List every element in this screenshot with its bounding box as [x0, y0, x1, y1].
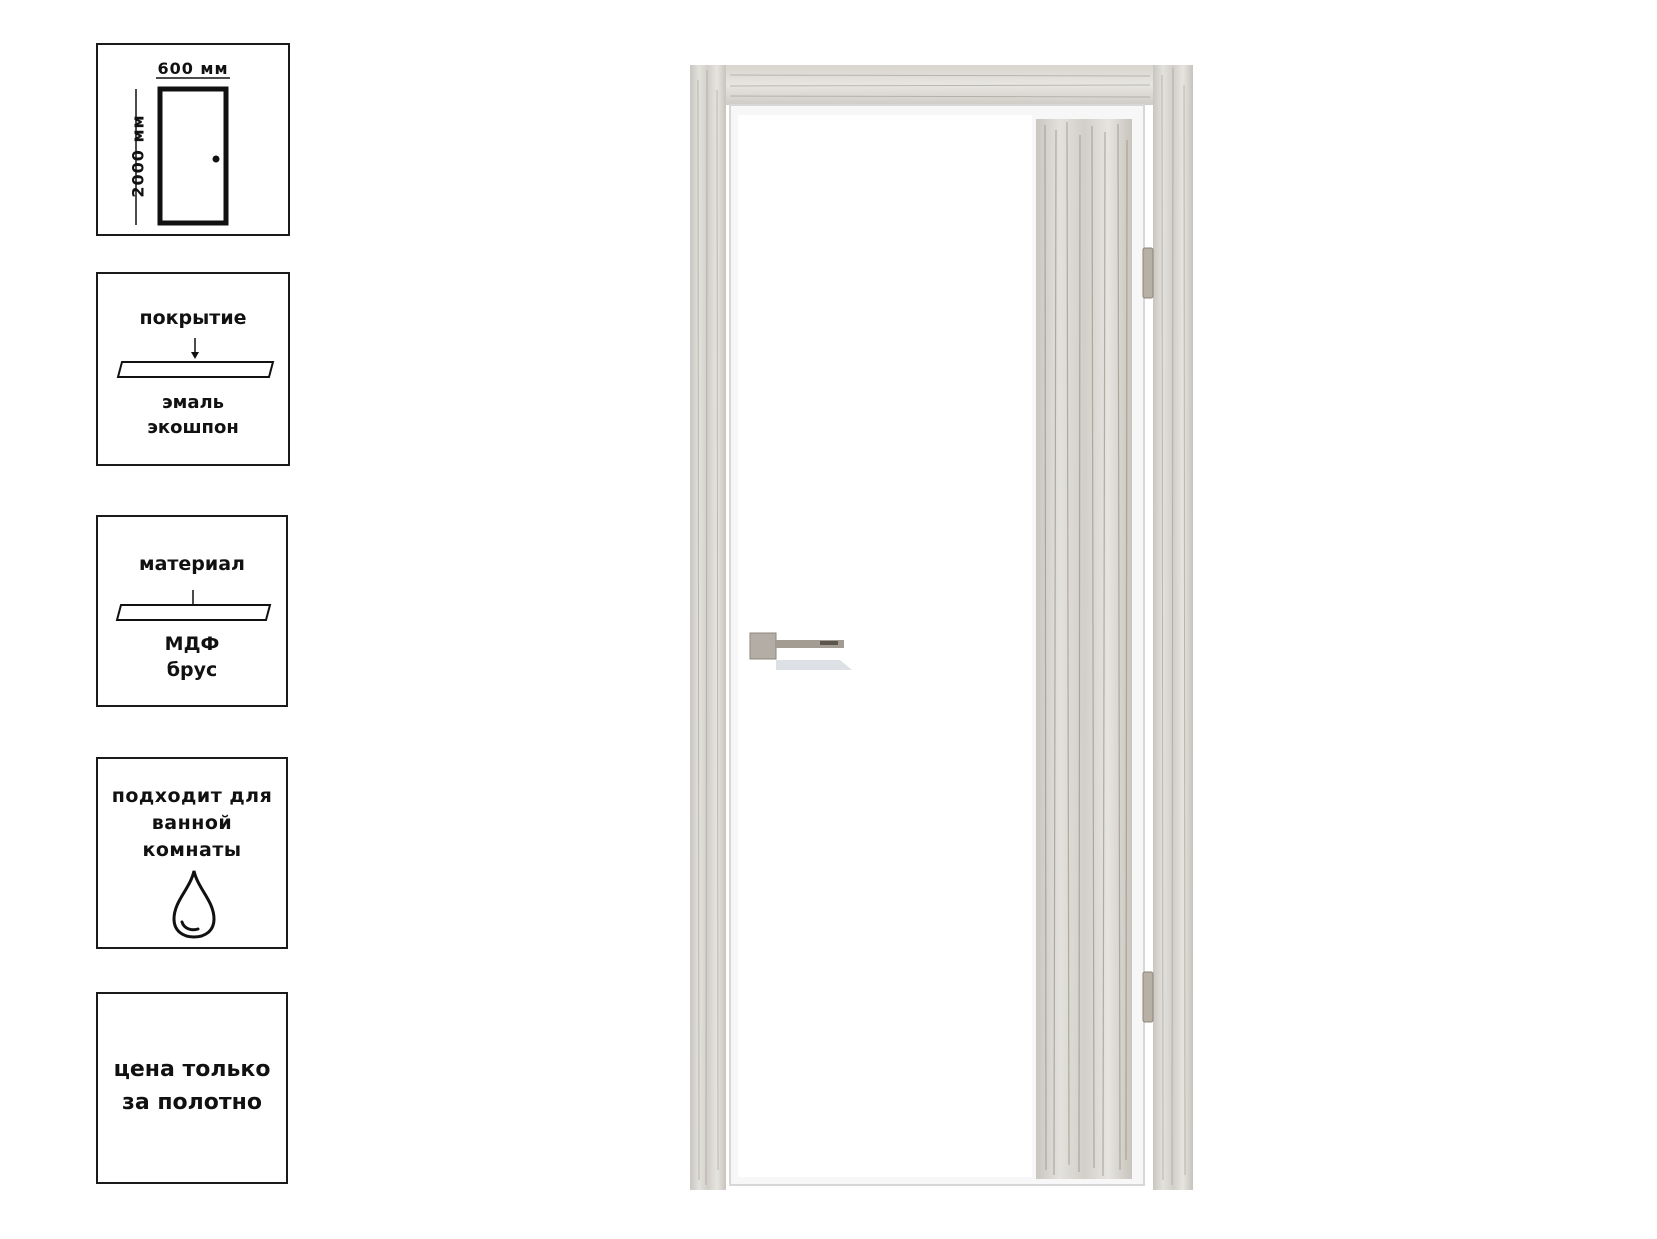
- layer-arrow-icon: [98, 274, 292, 468]
- price-line1: цена только: [113, 1057, 271, 1082]
- bathroom-line3: комнаты: [142, 839, 242, 861]
- price-spec-box: [96, 992, 288, 1184]
- door-wood-insert: [1036, 119, 1132, 1179]
- price-line2: за полотно: [122, 1090, 262, 1115]
- bathroom-line2: ванной: [151, 812, 233, 834]
- material-title: материал: [139, 553, 245, 575]
- size-spec-box: [96, 43, 290, 236]
- door-frame-left: [690, 65, 726, 1190]
- coating-title: покрытие: [139, 307, 247, 329]
- door-size-icon: [98, 45, 292, 238]
- coating-enamel: эмаль: [161, 392, 225, 413]
- coating-spec-box: [96, 272, 290, 466]
- door-illustration: [690, 60, 1195, 1195]
- water-drop-icon: [98, 759, 290, 951]
- material-mdf: МДФ: [164, 633, 220, 655]
- bathroom-line1: подходит для: [111, 785, 273, 807]
- material-spec-box: [96, 515, 288, 707]
- coating-ecoveneer: экошпон: [147, 417, 239, 438]
- door-height-label: 2000 мм: [128, 114, 148, 198]
- door-width-label: 600 мм: [157, 59, 229, 78]
- material-timber: брус: [166, 659, 218, 681]
- bathroom-spec-box: [96, 757, 288, 949]
